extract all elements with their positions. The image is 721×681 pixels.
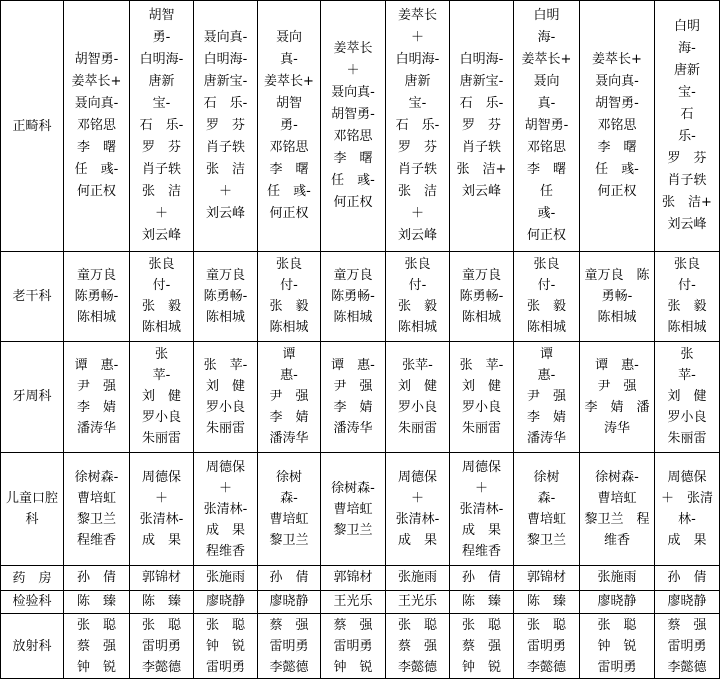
schedule-cell	[655, 341, 720, 452]
staff-names: 张 聪 雷明勇 李懿德	[526, 617, 566, 675]
schedule-cell	[130, 614, 194, 679]
schedule-cell	[64, 566, 130, 590]
schedule-cell	[580, 252, 655, 341]
schedule-cell	[258, 566, 321, 590]
schedule-cell	[321, 590, 386, 613]
staff-names: 孙 倩	[461, 570, 501, 586]
staff-names: 廖晓静	[667, 593, 707, 609]
staff-names: 陈 臻	[76, 593, 116, 609]
table-row	[1, 614, 720, 679]
staff-names: 孙 倩	[269, 570, 309, 586]
schedule-cell	[321, 1, 386, 252]
schedule-cell	[386, 452, 450, 566]
department-cell	[1, 341, 64, 452]
schedule-cell	[64, 614, 130, 679]
department-cell	[1, 1, 64, 252]
schedule-cell	[514, 452, 580, 566]
department-label: 药 房	[12, 570, 52, 586]
staff-names: 谭 惠- 尹 强 李 婧 潘涛华	[74, 357, 119, 436]
department-cell	[1, 452, 64, 566]
schedule-cell	[655, 614, 720, 679]
staff-names: 徐树 森- 曹培虹 黎卫兰	[526, 470, 566, 549]
schedule-cell	[258, 590, 321, 613]
staff-names: 白明海- 唐新宝- 石 乐- 罗 芬 肖子轶 张 洁+ 刘云峰	[456, 52, 507, 200]
staff-names: 白明 海- 唐新 宝- 石 乐- 罗 芬 肖子轶 张 洁+ 刘云峰	[662, 19, 712, 233]
staff-names: 聂向 真- 姜萃长+ 胡智 勇- 邓铭思 李 曙 任 彧- 何正权	[264, 30, 314, 222]
schedule-cell	[194, 1, 258, 252]
schedule-cell	[655, 1, 720, 252]
table-row	[1, 1, 720, 252]
schedule-cell	[194, 614, 258, 679]
staff-names: 廖晓静	[269, 593, 309, 609]
schedule-cell	[450, 452, 514, 566]
schedule-cell	[514, 341, 580, 452]
schedule-cell	[655, 452, 720, 566]
department-label: 儿童口腔科	[5, 491, 58, 528]
schedule-cell	[194, 590, 258, 613]
schedule-cell	[655, 566, 720, 590]
table-row	[1, 341, 720, 452]
schedule-cell	[194, 566, 258, 590]
schedule-cell	[130, 252, 194, 341]
staff-names: 孙 倩	[76, 570, 116, 586]
staff-names: 徐树森- 曹培虹 黎卫兰 程 维香	[584, 470, 650, 549]
staff-names: 童万良 陈勇畅- 陈相城	[74, 267, 119, 325]
staff-names: 张良 付- 张 毅 陈相城	[397, 257, 437, 336]
staff-names: 张良 付- 张 毅 陈相城	[526, 257, 566, 336]
department-cell	[1, 566, 64, 590]
schedule-cell	[514, 566, 580, 590]
schedule-cell	[514, 252, 580, 341]
schedule-cell	[258, 341, 321, 452]
staff-names: 陈 臻	[141, 593, 181, 609]
staff-names: 聂向真- 白明海- 唐新宝- 石 乐- 罗 芬 肖子轶 张 洁 ＋ 刘云峰	[203, 30, 248, 222]
schedule-cell	[386, 614, 450, 679]
staff-names: 张 聪 蔡 强 李懿德	[397, 617, 437, 675]
staff-names: 胡智 勇- 白明海- 唐新 宝- 石 乐- 罗 芬 肖子轶 张 洁 ＋ 刘云峰	[139, 8, 184, 244]
schedule-cell	[386, 590, 450, 613]
schedule-cell	[580, 566, 655, 590]
staff-names: 张 聪 雷明勇 李懿德	[141, 617, 181, 675]
staff-names: 谭 惠- 尹 强 李 婧 潘涛华	[526, 347, 566, 447]
schedule-cell	[64, 452, 130, 566]
staff-names: 郭锦材	[526, 570, 566, 586]
schedule-cell	[321, 341, 386, 452]
schedule-cell	[258, 252, 321, 341]
schedule-cell	[580, 452, 655, 566]
staff-names: 张 聪 钟 锐 雷明勇	[205, 617, 245, 675]
schedule-cell	[580, 614, 655, 679]
schedule-body	[1, 1, 720, 679]
staff-names: 徐树森- 曹培虹 黎卫兰	[331, 480, 375, 538]
schedule-cell	[130, 452, 194, 566]
schedule-cell	[321, 614, 386, 679]
staff-names: 陈 臻	[526, 593, 566, 609]
staff-names: 张良 付- 张 毅 陈相城	[141, 257, 181, 336]
schedule-cell	[258, 614, 321, 679]
schedule-cell	[130, 566, 194, 590]
staff-names: 张良 付- 张 毅 陈相城	[269, 257, 309, 336]
staff-names: 张 聪 蔡 强 钟 锐	[76, 617, 116, 675]
table-row	[1, 452, 720, 566]
table-row	[1, 566, 720, 590]
staff-names: 张施雨	[597, 570, 637, 586]
schedule-cell	[321, 452, 386, 566]
staff-names: 谭 惠- 尹 强 李 婧 潘 涛华	[584, 357, 650, 436]
department-label: 检验科	[12, 594, 52, 610]
staff-names: 张施雨	[205, 570, 245, 586]
staff-names: 童万良 陈 勇畅- 陈相城	[584, 267, 650, 325]
staff-names: 孙 倩	[667, 570, 707, 586]
schedule-cell	[194, 252, 258, 341]
staff-names: 谭 惠- 尹 强 李 婧 潘涛华	[331, 357, 375, 436]
staff-names: 周德保 ＋ 张清林- 成 果 程维香	[203, 459, 248, 559]
staff-names: 王光乐	[397, 593, 437, 609]
schedule-cell	[514, 1, 580, 252]
staff-names: 童万良 陈勇畅- 陈相城	[459, 267, 504, 325]
schedule-cell	[130, 341, 194, 452]
staff-names: 张苹- 刘 健 罗小良 朱丽雷	[397, 357, 437, 436]
schedule-cell	[450, 614, 514, 679]
schedule-cell	[258, 1, 321, 252]
staff-names: 郭锦材	[141, 570, 181, 586]
schedule-cell	[194, 452, 258, 566]
schedule-cell	[386, 252, 450, 341]
schedule-cell	[64, 341, 130, 452]
staff-names: 张 苹- 刘 健 罗小良 朱丽雷	[203, 357, 248, 436]
staff-names: 姜萃长 ＋ 聂向真- 胡智勇- 邓铭思 李 曙 任 彧- 何正权	[331, 41, 375, 211]
schedule-cell	[450, 590, 514, 613]
schedule-cell	[655, 252, 720, 341]
schedule-cell	[450, 252, 514, 341]
table-row	[1, 252, 720, 341]
schedule-cell	[580, 1, 655, 252]
staff-names: 王光乐	[333, 593, 373, 609]
staff-names: 周德保 ＋ 张清 林- 成 果	[660, 470, 713, 549]
schedule-cell	[450, 566, 514, 590]
table-row	[1, 590, 720, 613]
staff-names: 姜萃长 ＋ 白明海- 唐新 宝- 石 乐- 罗 芬 肖子轶 张 洁 ＋ 刘云峰	[395, 8, 440, 244]
staff-names: 蔡 强 雷明勇 钟 锐	[333, 617, 373, 675]
staff-names: 谭 惠- 尹 强 李 婧 潘涛华	[269, 347, 309, 447]
staff-names: 蔡 强 雷明勇 李懿德	[269, 617, 309, 675]
schedule-cell	[450, 1, 514, 252]
schedule-cell	[386, 341, 450, 452]
staff-names: 白明 海- 姜萃长+ 聂向 真- 胡智勇- 邓铭思 李 曙 任 彧- 何正权	[521, 8, 572, 244]
staff-names: 廖晓静	[597, 593, 637, 609]
department-cell	[1, 252, 64, 341]
staff-names: 徐树森- 曹培虹 黎卫兰 程维香	[74, 470, 119, 549]
department-cell	[1, 590, 64, 613]
schedule-cell	[514, 590, 580, 613]
schedule-cell	[580, 341, 655, 452]
staff-names: 张 苹- 刘 健 罗小良 朱丽雷	[667, 347, 707, 447]
department-label: 正畸科	[12, 118, 52, 134]
staff-names: 胡智勇- 姜萃长+ 聂向真- 邓铭思 李 曙 任 彧- 何正权	[71, 52, 122, 200]
staff-names: 姜萃长+ 聂向真- 胡智勇- 邓铭思 李 曙 任 彧- 何正权	[592, 52, 642, 200]
schedule-cell	[194, 341, 258, 452]
staff-names: 陈 臻	[461, 593, 501, 609]
schedule-cell	[450, 341, 514, 452]
schedule-cell	[258, 452, 321, 566]
schedule-cell	[64, 1, 130, 252]
staff-names: 周德保 ＋ 张清林- 成 果	[395, 470, 440, 549]
staff-names: 廖晓静	[205, 593, 245, 609]
department-label: 放射科	[12, 638, 52, 654]
schedule-cell	[386, 1, 450, 252]
department-label: 牙周科	[12, 389, 52, 405]
schedule-cell	[655, 590, 720, 613]
schedule-cell	[64, 252, 130, 341]
staff-names: 张 聪 钟 锐 雷明勇	[597, 617, 637, 675]
staff-names: 张良 付- 张 毅 陈相城	[667, 257, 707, 336]
schedule-cell	[130, 590, 194, 613]
staff-names: 童万良 陈勇畅- 陈相城	[203, 267, 248, 325]
staff-names: 童万良 陈勇畅- 陈相城	[331, 267, 375, 325]
schedule-cell	[64, 590, 130, 613]
staff-names: 周德保 ＋ 张清林- 成 果 程维香	[459, 459, 504, 559]
staff-names: 张 聪 蔡 强 钟 锐	[461, 617, 501, 675]
staff-names: 徐树 森- 曹培虹 黎卫兰	[269, 470, 309, 549]
staff-names: 周德保 ＋ 张清林- 成 果	[139, 470, 184, 549]
staff-names: 张 苹- 刘 健 罗小良 朱丽雷	[141, 347, 181, 447]
schedule-cell	[514, 614, 580, 679]
staff-names: 蔡 强 雷明勇 李懿德	[667, 617, 707, 675]
schedule-cell	[580, 590, 655, 613]
schedule-cell	[321, 252, 386, 341]
schedule-cell	[321, 566, 386, 590]
schedule-cell	[386, 566, 450, 590]
department-cell	[1, 614, 64, 679]
schedule-cell	[130, 1, 194, 252]
staff-names: 郭锦材	[333, 570, 373, 586]
staff-names: 张 苹- 刘 健 罗小良 朱丽雷	[459, 357, 504, 436]
department-label: 老干科	[12, 288, 52, 304]
staff-names: 张施雨	[397, 570, 437, 586]
